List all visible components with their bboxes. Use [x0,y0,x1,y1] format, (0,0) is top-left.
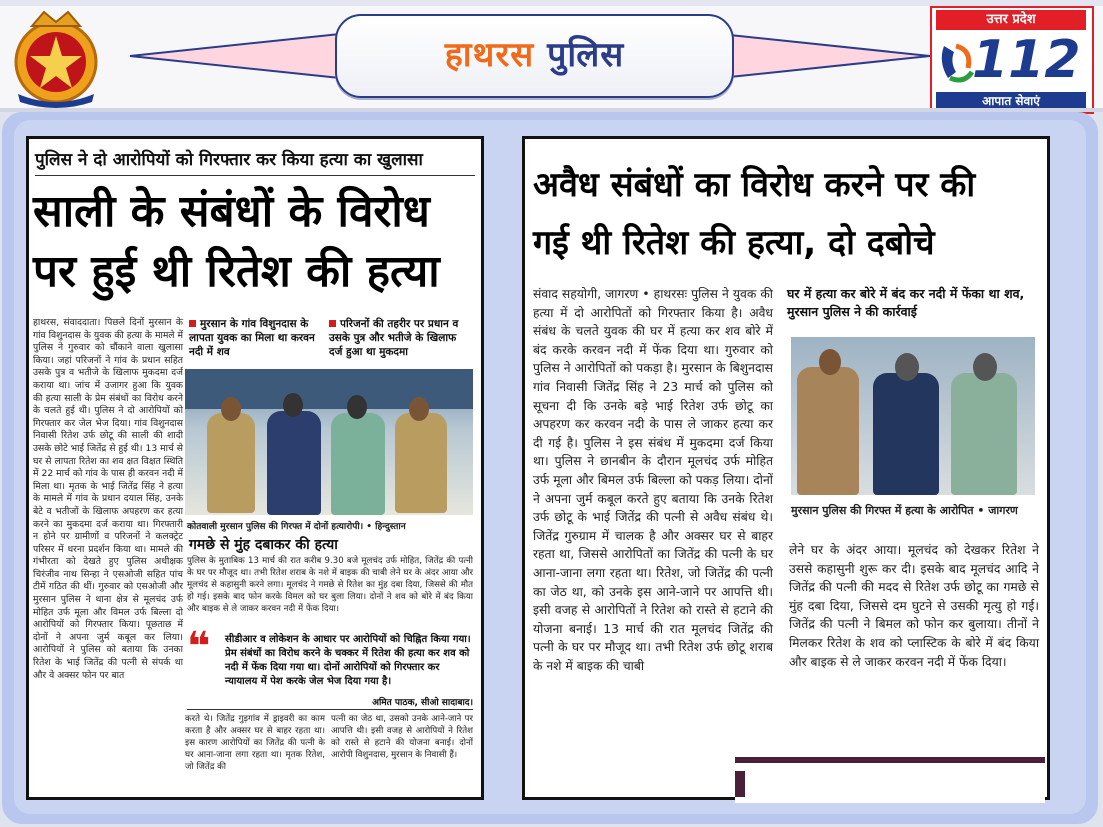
clip2-policeman-figure [797,367,859,495]
clip2-ad-strip-edge [735,771,745,797]
policeman-head-left [221,397,241,421]
accused-figure-2 [331,413,385,515]
clip1-subhead: गमछे से मुंह दबाकर की हत्या [189,537,338,553]
clip2-headline-line-2: गई थी रितेश की हत्या, दो दबोचे [533,223,935,263]
logo-number: 112 [972,30,1081,90]
clip1-bullet-2: परिजनों की तहरीर पर प्रधान व उसके पुत्र और भतीजे के खिलाफ दर्ज हुआ था मुकदमा [329,317,471,359]
title-part-1: हाथरस [444,35,535,75]
banner-right-ribbon-icon [718,28,930,84]
banner-left-ribbon-icon [130,28,350,84]
page-title [337,30,732,76]
clip1-quote-byline: अमित पाठक, सीओ सादाबाद। [372,698,473,708]
page-header [0,0,1103,112]
title-part-2: पुलिस [547,35,625,75]
clip2-accused-figure-2 [951,373,1017,495]
clip1-arrest-photo [185,369,473,515]
newspaper-clipping-2 [522,136,1050,800]
phone-icon [938,38,974,84]
clip1-headline-line-1: साली के संबंधों के विरोध [33,186,430,237]
up-police-emblem-icon [10,6,102,106]
clip2-policeman-head [819,349,841,375]
clip2-accused-head-2 [973,353,997,381]
clip2-ad-strip [735,757,1045,803]
clip1-bullet-1: मुरसान के गांव विशुनदास के लापता युवक का मिला था करवन नदी में शव [189,317,319,359]
clip2-photo-caption: मुरसान पुलिस की गिरफ्त में हत्या के आरोपित • जागरण [791,504,1018,517]
policeman-figure-left [207,413,255,513]
clip2-headline-line-1: अवैध संबंधों का विरोध करने पर की [533,165,976,205]
clip2-body-column-1: संवाद सहयोगी, जागरण • हाथरसः पुलिस ने युवक की हत्या में दो आरोपितों को गिरफ्तार किया है। अवैध संबंध के चलते युवक की घर में हत्या कर शव बोरे में बंद करके करवन नदी में फेंक दिया था। गुरुवार को पुलिस ने आरोपितों को पकड़ा है। मुरसान के बिशुनदास गांव निवासी जितेंद्र सिंह ने 23 मार्च को पुलिस को सूचना दी कि उनके बड़े भाई रितेश उर्फ छोटू का अपहरण कर करवन नदी के पास ले जाकर हत्या कर दी गई है। पुलिस ने इस संबंध में मुकदमा दर्ज किया था। पुलिस ने छानबीन के दौरान मूलचंद उर्फ मोहित उर्फ मूला और बिमल उर्फ बिल्ला को पकड़ लिया। दोनों ने अपना जुर्म कबूल करते हुए बताया कि उनके रितेश उर्फ छोटू के भाई जितेंद्र की पत्नी से अवैध संबंध थे। जितेंद्र गुरुग्राम में चालक है और अक्सर घर से बाहर रहता था, जिससे आरोपितों का जितेंद्र की पत्नी के घर आना-जाना लगा रहता था। रितेश, जो जितेंद्र की पत्नी का जेठ था, को उनके इस आने-जाने पर आपत्ति थी। इसी वजह से आरोपितों ने रितेश को रास्ते से हटाने की योजना बनाई। 13 मार्च की रात मूलचंद जितेंद्र की पत्नी के घर पर मौजूद था। तभी रितेश उर्फ छोटू शराब के नशे में बाइक की चाबी [533,287,773,673]
newspaper-clipping-1 [26,136,484,800]
policeman-head-right [409,397,429,421]
clip2-subhead: घर में हत्या कर बोरे में बंद कर नदी में फेंका था शव, मुरसान पुलिस ने की कार्रवाई [787,286,1025,319]
clip2-arrest-photo [791,337,1035,495]
title-banner [130,14,930,100]
accused-head-1 [283,393,303,417]
policeman-figure-right [395,413,447,513]
clip1-photo-caption: कोतवाली मुरसान पुलिस की गिरफ्त में दोनों हत्यारोपी। • हिन्दुस्तान [187,522,406,532]
clip2-body-column-2: लेने घर के अंदर आया। मूलचंद को देखकर रितेश ने उससे कहासुनी शुरू कर दी। इसके बाद मूलचंद आदि ने जितेंद्र की पत्नी की मदद से रितेश उर्फ छोटू का गमछे से मुंह दबा दिया, जिससे दम घुटने से उसकी मृत्यु हो गई। जितेंद्र की पत्नी ने बिमल को फोन कर बुलाया। तीनों ने मिलकर रितेश के शव को प्लास्टिक के बोरे में बंद किया और बाइक से ले जाकर करवन नदी में फेंक दिया। [789,543,1039,669]
clip1-body-column-2: करते थे। जितेंद्र गुड़गांव में ड्राइवरी का काम करता है और अक्सर घर से बाहर रहता था। इस कारण आरोपियों का जितेंद्र की पत्नी के घर आना-जाना लगा रहता था। मृतक रितेश, जो जितेंद्र की [185,714,325,772]
accused-head-2 [347,395,367,419]
logo-tagline: आपात सेवाएं [936,92,1086,110]
clip1-body-column-1: हाथरस, संवाददाता। पिछले दिनों मुरसान के गांव विशुनदास के युवक की हत्या के मामले में पुलिस ने गुरुवार को चौंकाने वाला खुलासा किया। जहां परिजनों ने गांव के प्रधान सहित उसके पुत्र व भतीजे के खिलाफ मुकदमा दर्ज कराया था। जांच में उजागर हुआ कि युवक की हत्या साली के प्रेम संबंधों का विरोध करने के चलते हुई थी। पुलिस ने दो आरोपियों को गिरफ्तार कर जेल भेज दिया। गांव विशुनदास निवासी रितेश उर्फ छोटू की साली की शादी उसके छोटे भाई जितेंद्र से हुई थी। 13 मार्च से घर से लापता रितेश का शव क्षत विक्षत स्थिति में 22 मार्च को गांव के पास ही करवन नदी में मिला था। मृतक के भाई जितेंद्र सिंह ने हत्या के मामले में गांव के प्रधान दयाल सिंह, उनके बेटे व भतीजों के खिलाफ अपहरण कर हत्या करने का मुकदमा दर्ज कराया था। गिरफ्तारी न होने पर ग्रामीणों व परिजनों ने कलक्ट्रेट परिसर में धरना प्रदर्शन किया था। मामले की गंभीरता को देखते हुए पुलिस अधीक्षक चिरंजीव नाथ सिन्हा ने एसओजी सहित पांच टीमें गठित की थीं। गुरुवार को एसओजी और मुरसान पुलिस ने थाना क्षेत्र से मूलचंद उर्फ मोहित उर्फ मूला और विमल उर्फ बिल्ला दो आरोपियों को गिरफ्तार किया। पूछताछ में दोनों ने अपना जुर्म कबूल कर लिया। आरोपियों ने पुलिस को बताया कि उनका रितेश के भाई जितेंद्र की पत्नी से संपर्क था और वे अक्सर फोन पर बात [33,317,183,681]
clip1-subhead-text: पुलिस के मुताबिक 13 मार्च की रात करीब 9.30 बजे मूलचंद उर्फ मोहित, जितेंद्र की पत्नी के घर पर मौजूद था। तभी रितेश शराब के नशे में बाइक की चाबी लेने घर के अंदर आया और मूलचंद से कहासुनी करने लगा। मूलचंद ने गमछे से रितेश का मुंह दबा दिया, जिससे की मौत हो गई। इसके बाद फोन करके विमल को घर बुला लिया। दोनों ने शव को बोरे में बंद किया और बाइक से ले जाकर करवन नदी में फेंक दिया। [187,556,473,614]
clip2-accused-head-1 [895,353,919,381]
clip1-quote: सीडीआर व लोकेशन के आधार पर आरोपियों को चिह्नित किया गया। प्रेम संबंधों का विरोध करने के चक्कर में रितेश की हत्या कर शव को नदी में फेंक दिया गया था। दोनों आरोपियों को गिरफ्तार कर न्यायालय में पेश करके जेल भेज दिया गया है। [225,634,471,687]
clip1-body-column-3: पत्नी का जेठ था, उसको उनके आने-जाने पर आपत्ति थी। इसी वजह से आरोपियों ने रितेश को रास्ते से हटाने की योजना बनाई। दोनों आरोपी विशुनदास, मुरसान के निवासी हैं। [331,714,473,760]
clip2-accused-figure-1 [873,373,939,495]
title-box [335,14,734,98]
up-112-logo [930,6,1094,114]
clip1-headline-line-2: पर हुई थी रितेश की हत्या [33,246,440,297]
clip1-dek: पुलिस ने दो आरोपियों को गिरफ्तार कर किया हत्या का खुलासा [35,150,423,170]
quote-rule [187,709,473,710]
dek-rule [35,175,475,176]
accused-figure-1 [267,411,321,515]
logo-state-label: उत्तर प्रदेश [936,10,1086,30]
quote-mark-icon: ❝ [187,624,211,670]
